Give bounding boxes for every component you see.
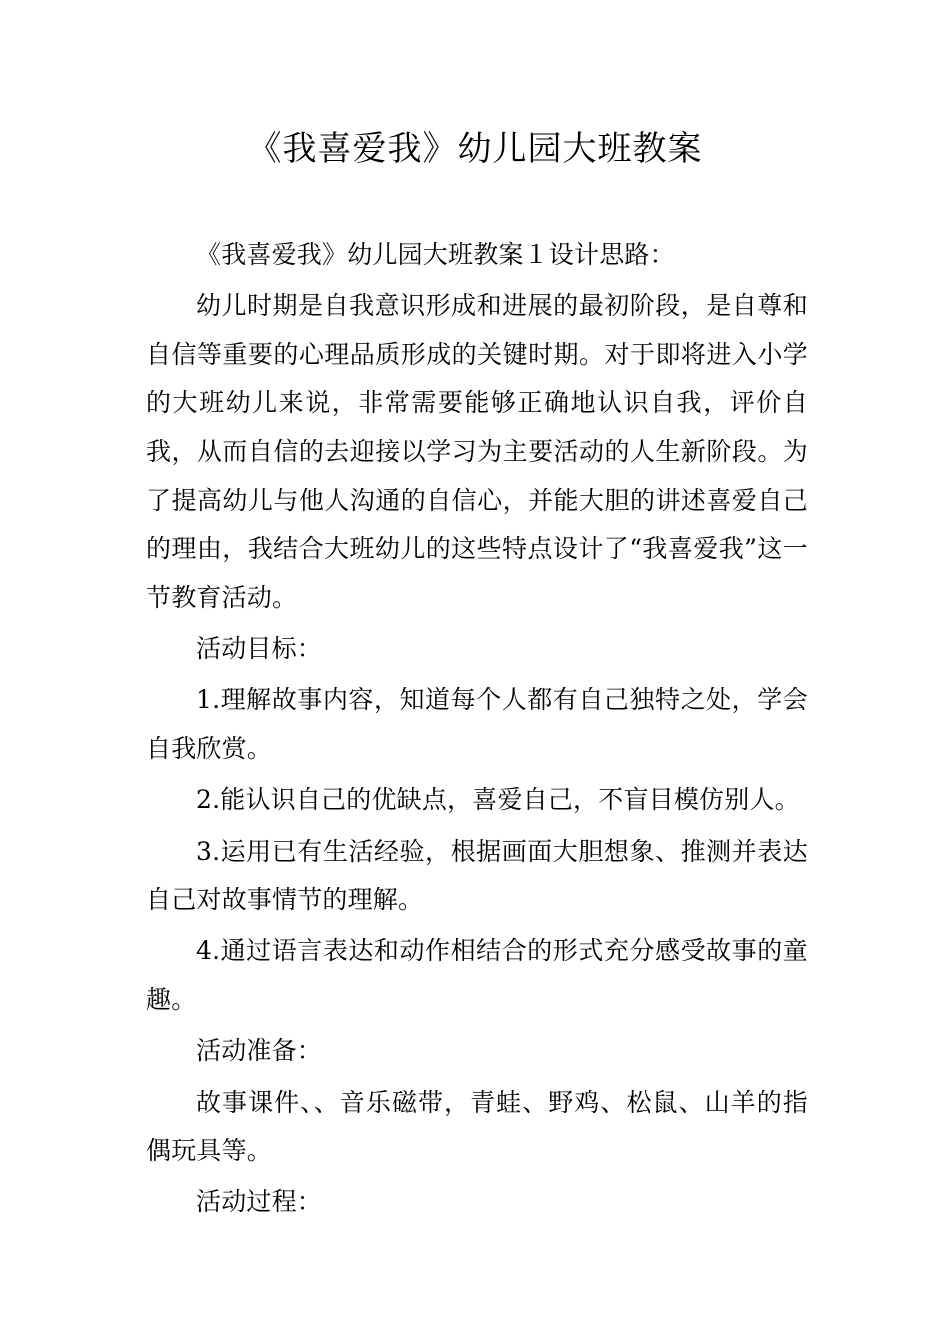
- heading-activity-preparation: 活动准备：: [196, 1036, 323, 1066]
- goal-item-1: 1.理解故事内容，知道每个人都有自己独特之处，学会自我欣赏。: [146, 685, 808, 763]
- heading-activity-goals: 活动目标：: [196, 634, 323, 664]
- heading-activity-process: 活动过程：: [196, 1187, 323, 1217]
- goal-item-4: 4.通过语言表达和动作相结合的形式充分感受故事的童趣。: [146, 936, 808, 1015]
- paragraph-design-heading: 《我喜爱我》幼儿园大班教案１设计思路：: [196, 240, 675, 269]
- preparation-materials: 故事课件、、音乐磁带，青蛙、野鸡、松鼠、山羊的指偶玩具等。: [146, 1087, 808, 1166]
- paragraph-design-thoughts: 幼儿时期是自我意识形成和进展的最初阶段，是自尊和自信等重要的心理品质形成的关键时期。对于即将进入小学的大班幼儿来说，非常需要能够正确地认识自我，评价自我，从而自信的去迎接以学习为主要活动的人生新阶段。为了提高幼儿与他人沟通的自信心，并能大胆的讲述喜爱自己的理由，我结合大班幼儿的这些特点设计了“我喜爱我”这一节教育活动。: [146, 291, 808, 612]
- document-title: 《我喜爱我》幼儿园大班教案: [247, 129, 703, 169]
- goal-item-3: 3.运用已有生活经验，根据画面大胆想象、推测并表达自己对故事情节的理解。: [146, 836, 808, 915]
- goal-item-2: 2.能认识自己的优缺点，喜爱自己，不盲目模仿别人。: [196, 785, 800, 815]
- document-body: [146, 231, 808, 1230]
